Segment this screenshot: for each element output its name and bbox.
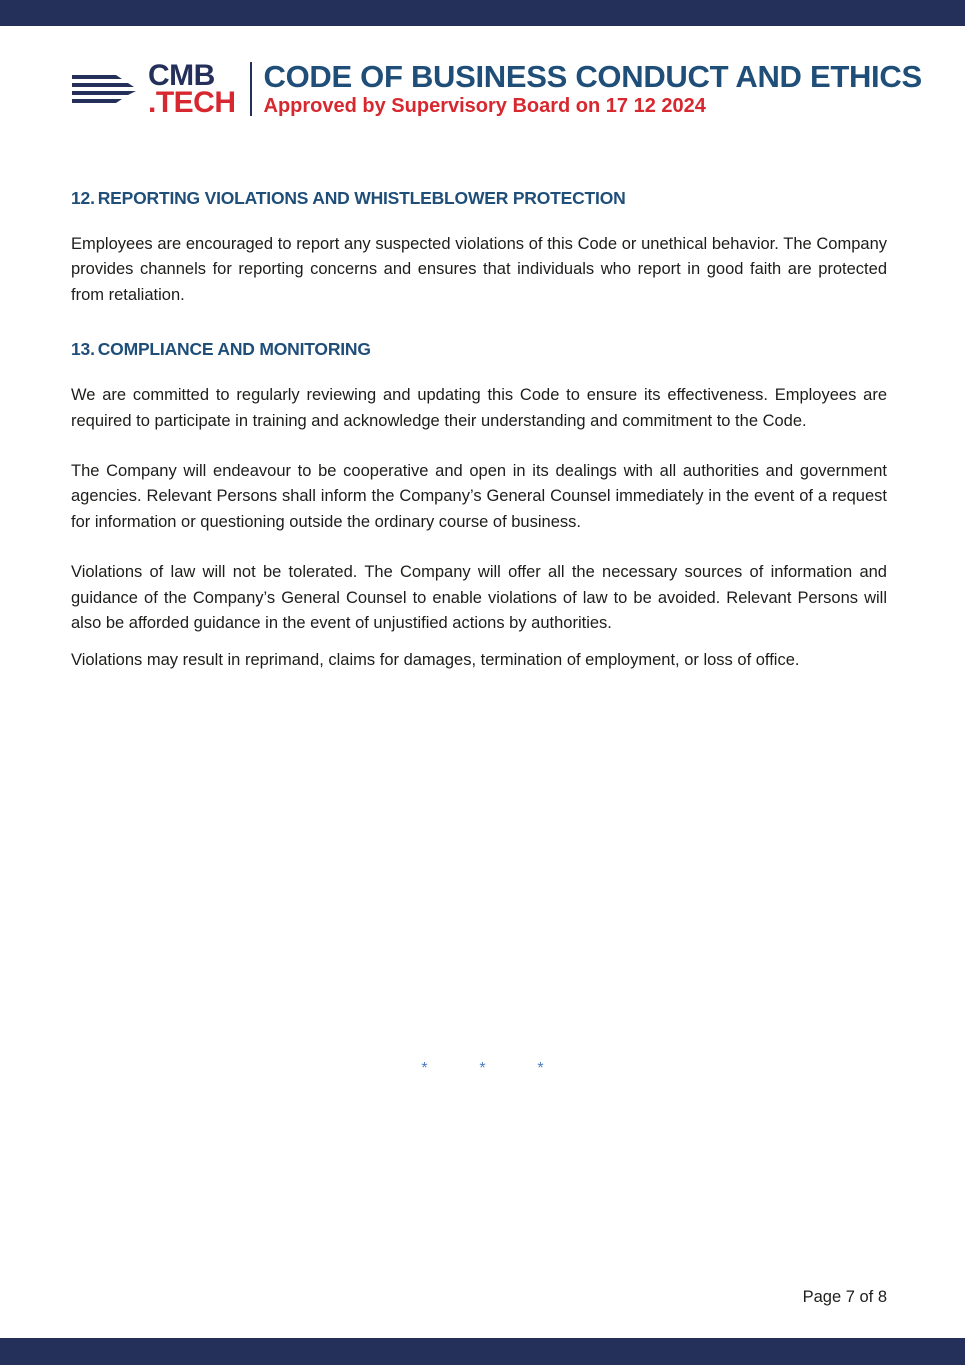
- header-divider: [250, 62, 252, 116]
- asterisk-mark: *: [479, 1060, 486, 1077]
- document-subtitle: Approved by Supervisory Board on 17 12 2024: [263, 95, 706, 117]
- logo-tech-text: .TECH: [148, 86, 236, 119]
- end-of-document-marks: [0, 1060, 965, 1078]
- section-heading-12: [71, 186, 887, 210]
- paragraph: Violations of law will not be tolerated. The Company will offer all the necessary sources of information and guidance of the Company’s General Counsel to enable violations of law to be avoided. Relevant Persons will also be afforded guidance in the event of unjustified actions by authorities.: [71, 563, 887, 633]
- paragraph: Employees are encouraged to report any suspected violations of this Code or unethical behavior. The Company provides channels for reporting concerns and ensures that individuals who report in good faith are protected from retaliation.: [71, 235, 887, 304]
- document-title: CODE OF BUSINESS CONDUCT AND ETHICS: [263, 59, 922, 94]
- asterisk-mark: *: [537, 1060, 544, 1077]
- header-titles: [264, 60, 922, 118]
- section-title: REPORTING VIOLATIONS AND WHISTLEBLOWER PROTECTION: [97, 188, 626, 208]
- company-logo-wordmark: [148, 59, 236, 119]
- section-heading-13: [71, 337, 887, 361]
- paragraph: We are committed to regularly reviewing and updating this Code to ensure its effectiveness. Employees are required to participate in training and acknowledge their understanding and commitment to the Code.: [71, 386, 887, 430]
- asterisk-mark: *: [421, 1060, 428, 1077]
- top-banner-bar: [0, 0, 965, 26]
- bottom-banner-bar: [0, 1338, 965, 1365]
- paragraph: The Company will endeavour to be cooperative and open in its dealings with all authorities and government agencies. Relevant Persons shall inform the Company’s General Counsel immediately in the event of a request for information or questioning outside the ordinary course of business.: [71, 462, 887, 531]
- section-number: 13.: [71, 339, 95, 360]
- document-header: [70, 58, 922, 120]
- section-number: 12.: [71, 188, 95, 208]
- cmb-tech-logo-icon: [70, 69, 138, 109]
- page-number: Page 7 of 8: [802, 1288, 887, 1306]
- document-body: [71, 186, 887, 674]
- section-title: COMPLIANCE AND MONITORING: [97, 339, 371, 360]
- paragraph: Violations may result in reprimand, claims for damages, termination of employment, or loss of office.: [71, 651, 800, 670]
- logo-cmb-text: CMB: [148, 59, 215, 92]
